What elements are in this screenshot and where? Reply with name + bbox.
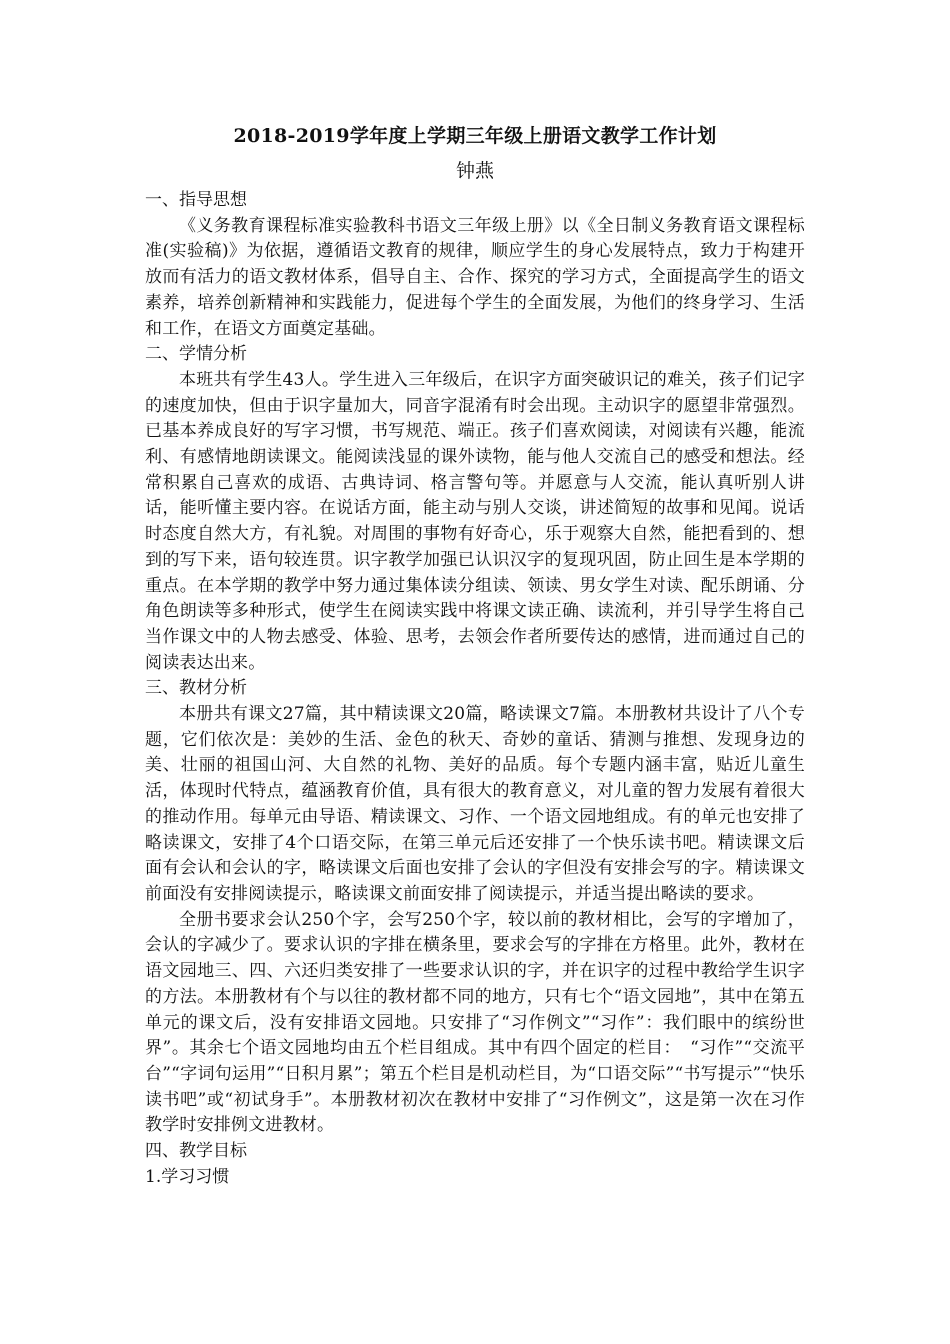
section-paragraph: 《义务教育课程标准实验教科书语文三年级上册》以《全日制义务教育语文课程标准(实验稿)》为依据，遵循语文教育的规律，顺应学生的身心发展特点，致力于构建开放而有活力的语文教材体系，倡导自主、合作、探究的学习方式，全面提高学生的语文素养，培养创新精神和实践能力，促进每个学生的全面发展，为他们的终身学习、生活和工作，在语文方面奠定基础。: [145, 215, 805, 339]
document-title: 2018-2019学年度上学期三年级上册语文教学工作计划: [233, 125, 717, 147]
section-heading: 二、学情分析: [145, 344, 247, 365]
subsection-study-habits: [145, 1165, 805, 1191]
section-guiding-ideology: [145, 188, 805, 342]
section-textbook-analysis: [145, 676, 805, 1139]
section-paragraph: 本册共有课文27篇，其中精读课文20篇，略读课文7篇。本册教材共设计了八个专题，它们依次是：美妙的生活、金色的秋天、奇妙的童话、猜测与推想、发现身边的美、壮丽的祖国山河、大自然的礼物、美好的品质。每个专题内涵丰富，贴近儿童生活，体现时代特点，蕴涵教育价值，具有很大的教育意义，对儿童的智力发展有着很大的推动作用。每单元由导语、精读课文、习作、一个语文园地组成。有的单元也安排了略读课文，安排了4个口语交际，在第三单元后还安排了一个快乐读书吧。精读课文后面有会认和会认的字，略读课文后面也安排了会认的字但没有安排会写的字。精读课文前面没有安排阅读提示，略读课文前面安排了阅读提示，并适当提出略读的要求。: [145, 704, 805, 904]
section-teaching-goals: [145, 1139, 805, 1165]
section-paragraph: 本班共有学生43人。学生进入三年级后，在识字方面突破识记的难关，孩子们记字的速度加快，但由于识字量加大，同音字混淆有时会出现。主动识字的愿望非常强烈。已基本养成良好的写字习惯，书写规范、端正。孩子们喜欢阅读，对阅读有兴趣，能流利、有感情地朗读课文。能阅读浅显的课外读物，能与他人交流自己的感受和想法。经常积累自己喜欢的成语、古典诗词、格言警句等。并愿意与人交流，能认真听别人讲话，能听懂主要内容。在说话方面，能主动与别人交谈，讲述简短的故事和见闻。说话时态度自然大方，有礼貌。对周围的事物有好奇心，乐于观察大自然，能把看到的、想到的写下来，语句较连贯。识字教学加强已认识汉字的复现巩固，防止回生是本学期的重点。在本学期的教学中努力通过集体读分组读、领读、男女学生对读、配乐朗诵、分角色朗读等多种形式，使学生在阅读实践中将课文读正确、读流利，并引导学生将自己当作课文中的人物去感受、体验、思考，去领会作者所要传达的感情，进而通过自己的阅读表达出来。: [145, 369, 805, 673]
document-page: [145, 122, 805, 1190]
document-author: 钟燕: [455, 160, 494, 182]
subsection-heading: 1.学习习惯: [145, 1166, 230, 1187]
section-heading: 四、教学目标: [145, 1141, 247, 1162]
section-paragraph: 全册书要求会认250个字，会写250个字，较以前的教材相比，会写的字增加了，会认的字减少了。要求认识的字排在横条里，要求会写的字排在方格里。此外，教材在语文园地三、四、六还归类安排了一些要求认识的字，并在识字的过程中教给学生识字的方法。本册教材有个与以往的教材都不同的地方，只有七个“语文园地”，其中在第五单元的课文后，没有安排语文园地。只安排了“习作例文”“习作”：我们眼中的缤纷世界”。其余七个语文园地均由五个栏目组成。其中有四个固定的栏目： “习作”“交流平台”“字词句运用”“日积月累”；第五个栏目是机动栏目，为“口语交际”“书写提示”“快乐读书吧”或“初试身手”。本册教材初次在教材中安排了“习作例文”，这是第一次在习作教学时安排例文进教材。: [145, 909, 805, 1136]
section-student-analysis: [145, 342, 805, 676]
section-heading: 一、指导思想: [145, 190, 247, 210]
section-heading: 三、教材分析: [145, 678, 247, 699]
